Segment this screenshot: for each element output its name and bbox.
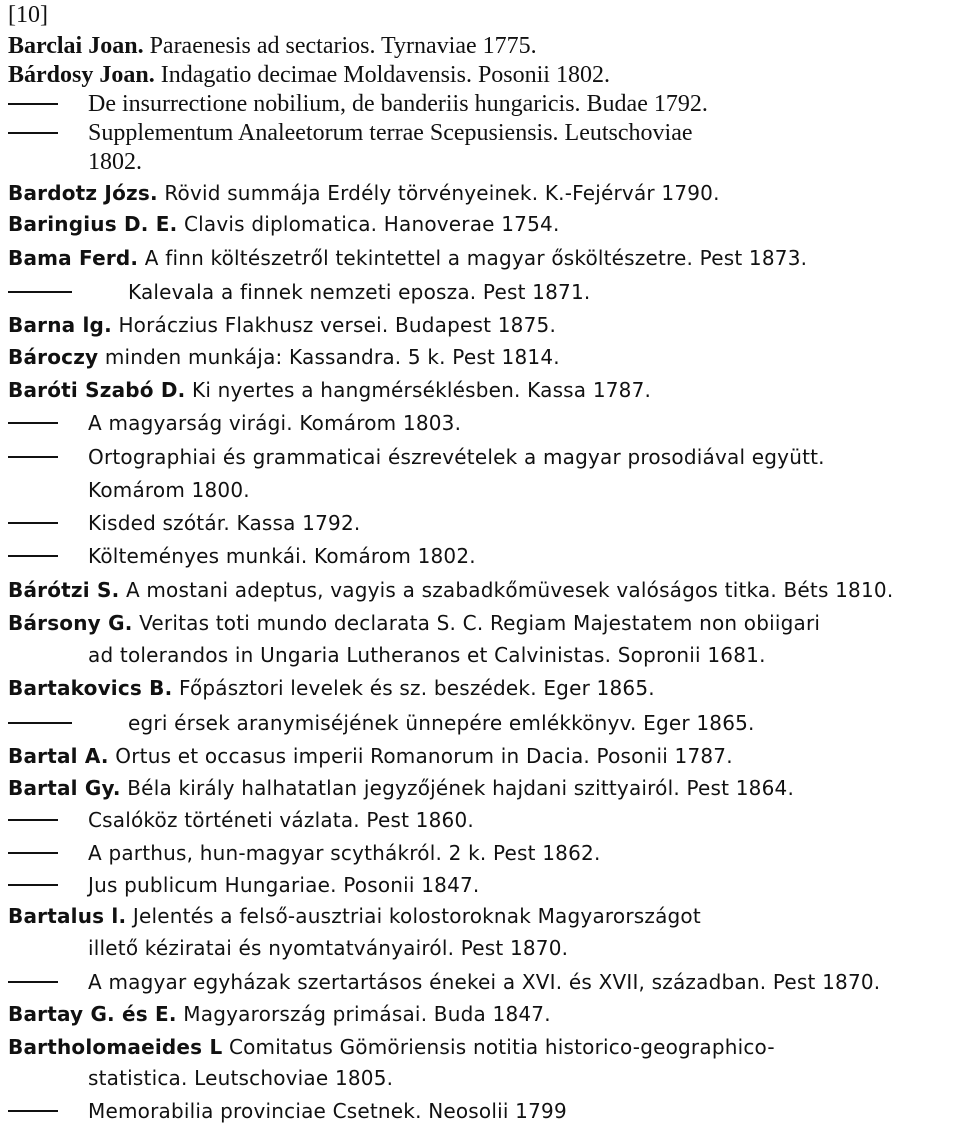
entry-title: Veritas toti mundo declarata S. C. Regiam Majestatem non obiigari xyxy=(139,611,821,635)
entry-title: Horáczius Flakhusz versei. Budapest 1875. xyxy=(118,313,557,337)
entry-title: Főpásztori levelek és sz. beszédek. Eger 1865. xyxy=(178,676,655,700)
entry-author: Barclai Joan. xyxy=(8,33,144,59)
entry-author: Baringius D. E. xyxy=(8,212,178,236)
ditto-dash xyxy=(8,456,58,458)
ditto-dash xyxy=(8,555,58,557)
entry-author: Bartal Gy. xyxy=(8,776,121,800)
entry-title: A magyar egyházak szertartásos énekei a XVI. és XVII, században. Pest 1870. xyxy=(88,970,881,994)
entry-continuation: ad tolerandos in Ungaria Lutheranos et Calvinistas. Sopronii 1681. xyxy=(88,643,766,667)
entry-title: A mostani adeptus, vagyis a szabadkőmüvesek valóságos titka. Béts 1810. xyxy=(125,578,894,602)
entry-title: A finn költészetről tekintettel a magyar ősköltészetre. Pest 1873. xyxy=(144,246,808,270)
entry-title: Paraenesis ad sectarios. Tyrnaviae 1775. xyxy=(149,33,537,59)
ditto-dash xyxy=(8,722,72,724)
entry-title: Jus publicum Hungariae. Posonii 1847. xyxy=(88,873,480,897)
entry-title: Ortographiai és grammaticai észrevételek a magyar prosodiával együtt. xyxy=(88,445,825,469)
entry-author: Bárótzi S. xyxy=(8,578,120,602)
entry-title: Magyarország primásai. Buda 1847. xyxy=(183,1002,551,1026)
entry-title: minden munkája: Kassandra. 5 k. Pest 1814. xyxy=(104,345,560,369)
entry-author: Baróti Szabó D. xyxy=(8,378,186,402)
entry-title: Béla király halhatatlan jegyzőjének hajdani szittyairól. Pest 1864. xyxy=(127,776,794,800)
entry-title: Kalevala a finnek nemzeti eposza. Pest 1871. xyxy=(128,280,591,304)
entry-title: Indagatio decimae Moldavensis. Posonii 1802. xyxy=(160,62,610,88)
ditto-dash xyxy=(8,422,58,424)
ditto-dash xyxy=(8,884,58,886)
ditto-dash xyxy=(8,103,58,105)
entry-title: Költeményes munkái. Komárom 1802. xyxy=(88,544,476,568)
entry-continuation: statistica. Leutschoviae 1805. xyxy=(88,1066,394,1090)
entry-author: Bársony G. xyxy=(8,611,133,635)
entry-author: Bama Ferd. xyxy=(8,246,139,270)
entry-title: A parthus, hun-magyar scythákról. 2 k. Pest 1862. xyxy=(88,841,601,865)
entry-title: egri érsek aranymiséjének ünnepére emlékkönyv. Eger 1865. xyxy=(128,711,755,735)
ditto-dash xyxy=(8,522,58,524)
entry-title: Ortus et occasus imperii Romanorum in Dacia. Posonii 1787. xyxy=(115,744,733,768)
entry-author: Barna lg. xyxy=(8,313,112,337)
ditto-dash xyxy=(8,981,58,983)
entry-title: Rövid summája Erdély törvényeinek. K.-Fejérvár 1790. xyxy=(164,181,720,205)
entry-title: Ki nyertes a hangmérséklésben. Kassa 1787. xyxy=(192,378,652,402)
entry-title: A magyarság virági. Komárom 1803. xyxy=(88,411,462,435)
entry-author: Bároczy xyxy=(8,345,99,369)
entry-title: Supplementum Analeetorum terrae Scepusiensis. Leutschoviae xyxy=(88,120,693,146)
entry-title: Kisded szótár. Kassa 1792. xyxy=(88,511,361,535)
entry-author: Bartakovics B. xyxy=(8,676,173,700)
ditto-dash xyxy=(8,291,72,293)
entry-author: Bartal A. xyxy=(8,744,109,768)
ditto-dash xyxy=(8,132,58,134)
entry-author: Bartalus l. xyxy=(8,904,127,928)
entry-author: Bartay G. és E. xyxy=(8,1002,177,1026)
ditto-dash xyxy=(8,819,58,821)
entry-continuation: Komárom 1800. xyxy=(88,478,250,502)
ditto-dash xyxy=(8,852,58,854)
entry-continuation: 1802. xyxy=(88,149,142,175)
page-number: [10] xyxy=(8,2,48,28)
entry-title: Comitatus Gömöriensis notitia historico-geographico- xyxy=(228,1035,775,1059)
entry-title: Memorabilia provinciae Csetnek. Neosolii 1799 xyxy=(88,1099,567,1123)
entry-author: Bardotz Józs. xyxy=(8,181,158,205)
ditto-dash xyxy=(8,1110,58,1112)
entry-continuation: illető kéziratai és nyomtatványairól. Pest 1870. xyxy=(88,936,569,960)
entry-author: Bartholomaeides L xyxy=(8,1035,223,1059)
entry-title: Jelentés a felső-ausztriai kolostoroknak Magyarországot xyxy=(132,904,701,928)
entry-title: De insurrectione nobilium, de banderiis hungaricis. Budae 1792. xyxy=(88,91,708,117)
entry-title: Csalóköz történeti vázlata. Pest 1860. xyxy=(88,808,474,832)
entry-title: Clavis diplomatica. Hanoverae 1754. xyxy=(183,212,560,236)
entry-author: Bárdosy Joan. xyxy=(8,62,155,88)
